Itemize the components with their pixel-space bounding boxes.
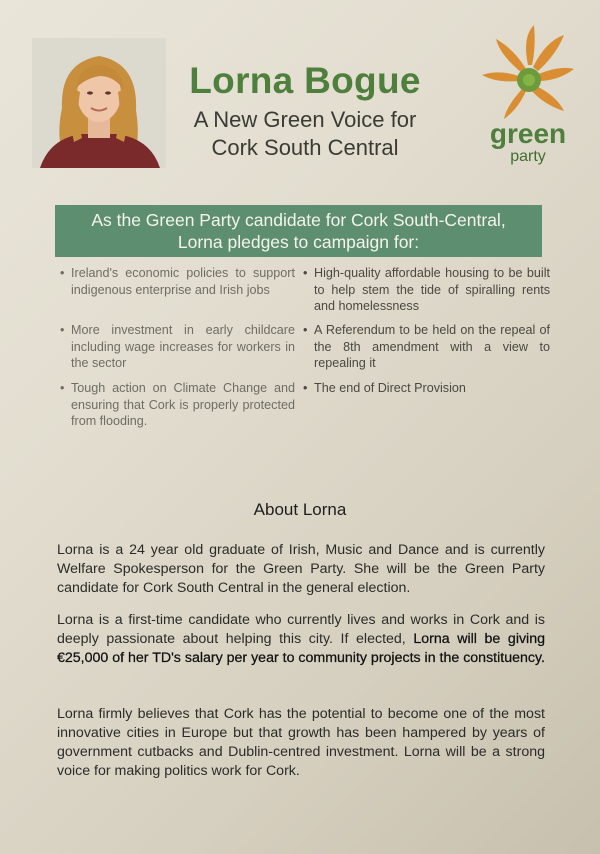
pledge-text: Ireland's economic policies to support indigenous enterprise and Irish jobs bbox=[71, 266, 295, 297]
logo-text-green: green bbox=[489, 118, 567, 149]
banner-line-2: Lorna pledges to campaign for: bbox=[177, 232, 420, 252]
pledge-banner bbox=[55, 205, 542, 257]
pledge-item bbox=[303, 380, 550, 397]
green-party-logo bbox=[478, 25, 578, 175]
candidate-photo bbox=[32, 38, 166, 168]
candidate-name: Lorna Bogue bbox=[189, 60, 421, 101]
bullet-icon: • bbox=[60, 323, 65, 337]
pledge-item bbox=[60, 265, 295, 298]
portrait-illustration bbox=[32, 38, 166, 168]
tagline-line-1: A New Green Voice for bbox=[193, 107, 417, 132]
pledge-item bbox=[60, 322, 295, 372]
bullet-icon: • bbox=[303, 323, 308, 337]
logo-wordmark bbox=[478, 120, 578, 165]
bullet-icon: • bbox=[60, 266, 65, 280]
pledge-text: More investment in early childcare including wage increases for workers in the sector bbox=[71, 323, 295, 370]
bullet-icon: • bbox=[60, 381, 65, 395]
pledge-text: The end of Direct Provision bbox=[314, 381, 466, 395]
banner-line-1: As the Green Party candidate for Cork South-Central, bbox=[91, 210, 506, 230]
about-paragraph-3: Lorna firmly believes that Cork has the potential to become one of the most innovative cities in Europe but that growth has been hampered by years of government cutbacks and Dublin-centred investment. Lorna will be a strong voice for making politics work for Cork. bbox=[57, 706, 545, 779]
bullet-icon: • bbox=[303, 266, 308, 280]
candidate-title-block bbox=[170, 60, 440, 162]
pledge-text: High-quality affordable housing to be built to help stem the tide of spiralling rents and homelessness bbox=[314, 266, 550, 313]
pledge-item bbox=[303, 265, 550, 315]
pledge-item bbox=[303, 322, 550, 372]
about-heading: About Lorna bbox=[253, 500, 347, 519]
pledge-item bbox=[60, 380, 295, 430]
logo-text-party: party bbox=[510, 148, 546, 165]
about-paragraph-2 bbox=[57, 611, 545, 668]
pledge-text: Tough action on Climate Change and ensuring that Cork is properly protected from flooding. bbox=[71, 381, 295, 428]
tagline bbox=[170, 106, 440, 162]
sunflower-logo-icon bbox=[478, 25, 578, 120]
about-paragraph-1: Lorna is a 24 year old graduate of Irish, Music and Dance and is currently Welfare Spokesperson for the Green Party. She will be the Green Party candidate for Cork South Central in the general election. bbox=[57, 542, 545, 596]
pledge-text: A Referendum to be held on the repeal of the 8th amendment with a view to repealing it bbox=[314, 323, 550, 370]
about-paragraph-2-emphasis: Lorna will be giving €25,000 of her TD's salary per year to community projects in the constituency. bbox=[57, 631, 545, 666]
tagline-line-2: Cork South Central bbox=[211, 135, 399, 160]
bullet-icon: • bbox=[303, 381, 308, 395]
about-paragraph-2-text: Lorna is a first-time candidate who currently lives and works in Cork and is deeply passionate about helping this city. If elected, bbox=[57, 612, 545, 647]
